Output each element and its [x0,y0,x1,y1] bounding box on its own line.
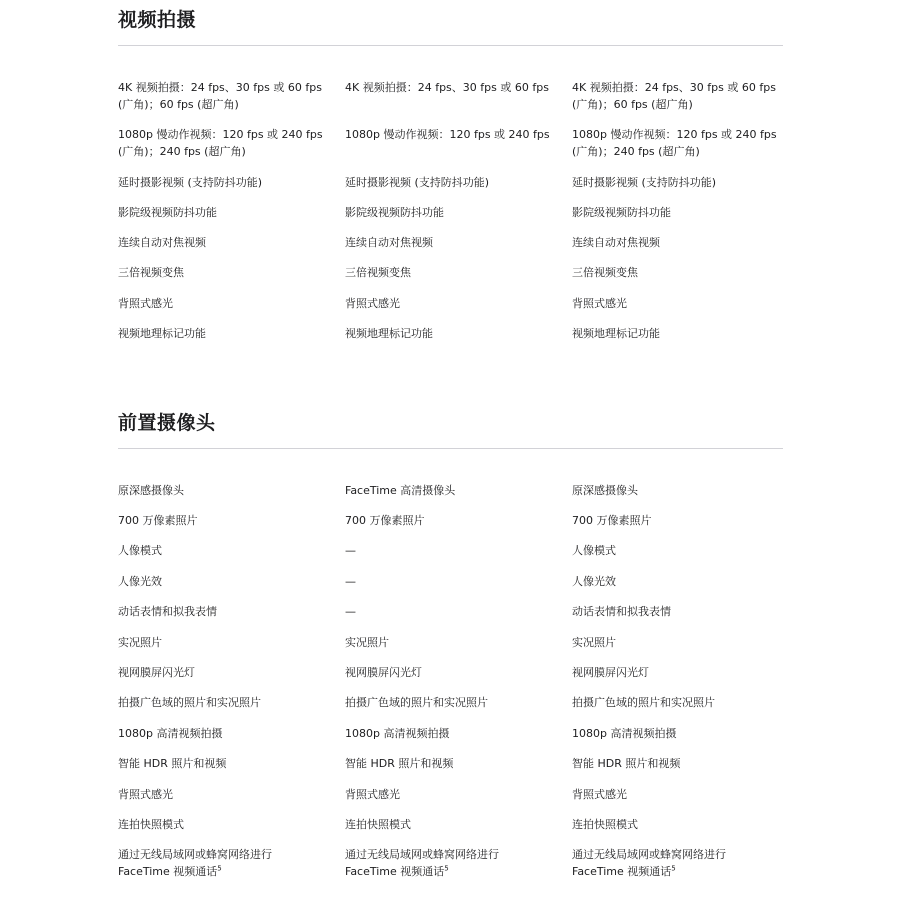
video-spec-stabilization-col1: 影院级视频防抖功能 [118,206,217,219]
video-spec-autofocus-col1: 连续自动对焦视频 [118,236,206,249]
front-spec-smart-hdr-col2: 智能 HDR 照片和视频 [345,757,454,770]
video-spec-stabilization-col2: 影院级视频防抖功能 [345,206,444,219]
front-spec-camera-col3: 原深感摄像头 [572,484,638,497]
video-spec-timelapse-col2: 延时摄影视频 (支持防抖功能) [345,176,490,189]
video-spec-geotag-col2: 视频地理标记功能 [345,327,433,340]
video-spec-geotag-col1: 视频地理标记功能 [118,327,206,340]
video-spec-geotag-col3: 视频地理标记功能 [572,327,660,340]
video-spec-timelapse-col3: 延时摄影视频 (支持防抖功能) [572,176,717,189]
front-spec-retina-flash-col1: 视网膜屏闪光灯 [118,666,195,679]
front-spec-wide-color-col3: 拍摄广色域的照片和实况照片 [572,696,715,709]
front-spec-facetime-col3 [572,846,777,880]
video-spec-autofocus-col3: 连续自动对焦视频 [572,236,660,249]
footnote-link[interactable]: 5 [671,864,676,873]
front-spec-bsi-col3: 背照式感光 [572,788,627,801]
front-spec-animoji-col1: 动话表情和拟我表情 [118,605,217,618]
front-spec-portrait-lighting-col3: 人像光效 [572,575,616,588]
front-spec-megapixels-col1: 700 万像素照片 [118,514,198,527]
front-spec-retina-flash-col2: 视网膜屏闪光灯 [345,666,422,679]
front-spec-burst-col1: 连拍快照模式 [118,818,184,831]
video-spec-4k-col3: 4K 视频拍摄：24 fps、30 fps 或 60 fps (广角)；60 fps (超广角) [572,81,776,111]
section-divider [118,45,783,46]
front-spec-portrait-col1: 人像模式 [118,544,162,557]
front-spec-portrait-col3: 人像模式 [572,544,616,557]
front-spec-portrait-lighting-col1: 人像光效 [118,575,162,588]
front-spec-retina-flash-col3: 视网膜屏闪光灯 [572,666,649,679]
front-spec-megapixels-col2: 700 万像素照片 [345,514,425,527]
front-spec-portrait-col2: — [345,544,356,557]
front-spec-smart-hdr-col3: 智能 HDR 照片和视频 [572,757,681,770]
video-spec-autofocus-col2: 连续自动对焦视频 [345,236,433,249]
front-spec-1080p-col2: 1080p 高清视频拍摄 [345,727,450,740]
front-spec-1080p-col3: 1080p 高清视频拍摄 [572,727,677,740]
video-spec-slomo-col3: 1080p 慢动作视频：120 fps 或 240 fps (广角)；240 fps (超广角) [572,128,777,158]
video-spec-slomo-col2: 1080p 慢动作视频：120 fps 或 240 fps [345,128,550,141]
front-spec-wide-color-col1: 拍摄广色域的照片和实况照片 [118,696,261,709]
video-spec-bsi-col1: 背照式感光 [118,297,173,310]
section-title-front-camera: 前置摄像头 [118,412,216,434]
front-spec-burst-col3: 连拍快照模式 [572,818,638,831]
video-spec-bsi-col3: 背照式感光 [572,297,627,310]
front-spec-wide-color-col2: 拍摄广色域的照片和实况照片 [345,696,488,709]
video-spec-zoom-col2: 三倍视频变焦 [345,266,411,279]
front-spec-animoji-col3: 动话表情和拟我表情 [572,605,671,618]
front-spec-animoji-col2: — [345,605,356,618]
front-spec-bsi-col1: 背照式感光 [118,788,173,801]
video-spec-zoom-col3: 三倍视频变焦 [572,266,638,279]
video-spec-stabilization-col3: 影院级视频防抖功能 [572,206,671,219]
front-spec-burst-col2: 连拍快照模式 [345,818,411,831]
facetime-text: 通过无线局域网或蜂窝网络进行 FaceTime 视频通话 [345,848,499,878]
front-spec-live-photos-col1: 实况照片 [118,636,162,649]
section-title-video: 视频拍摄 [118,9,197,31]
footnote-link[interactable]: 5 [444,864,449,873]
front-spec-megapixels-col3: 700 万像素照片 [572,514,652,527]
footnote-link[interactable]: 5 [217,864,222,873]
video-spec-zoom-col1: 三倍视频变焦 [118,266,184,279]
section-divider [118,448,783,449]
front-spec-camera-col1: 原深感摄像头 [118,484,184,497]
front-spec-live-photos-col2: 实况照片 [345,636,389,649]
facetime-text: 通过无线局域网或蜂窝网络进行 FaceTime 视频通话 [118,848,272,878]
video-spec-slomo-col1: 1080p 慢动作视频：120 fps 或 240 fps (广角)；240 fps (超广角) [118,128,323,158]
front-spec-live-photos-col3: 实况照片 [572,636,616,649]
front-spec-portrait-lighting-col2: — [345,575,356,588]
video-spec-4k-col2: 4K 视频拍摄：24 fps、30 fps 或 60 fps [345,81,549,94]
video-spec-timelapse-col1: 延时摄影视频 (支持防抖功能) [118,176,263,189]
video-spec-bsi-col2: 背照式感光 [345,297,400,310]
facetime-text: 通过无线局域网或蜂窝网络进行 FaceTime 视频通话 [572,848,726,878]
video-spec-4k-col1: 4K 视频拍摄：24 fps、30 fps 或 60 fps (广角)；60 fps (超广角) [118,81,322,111]
front-spec-facetime-col2 [345,846,550,880]
front-spec-1080p-col1: 1080p 高清视频拍摄 [118,727,223,740]
front-spec-facetime-col1 [118,846,323,880]
front-spec-camera-col2: FaceTime 高清摄像头 [345,484,456,497]
front-spec-smart-hdr-col1: 智能 HDR 照片和视频 [118,757,227,770]
front-spec-bsi-col2: 背照式感光 [345,788,400,801]
